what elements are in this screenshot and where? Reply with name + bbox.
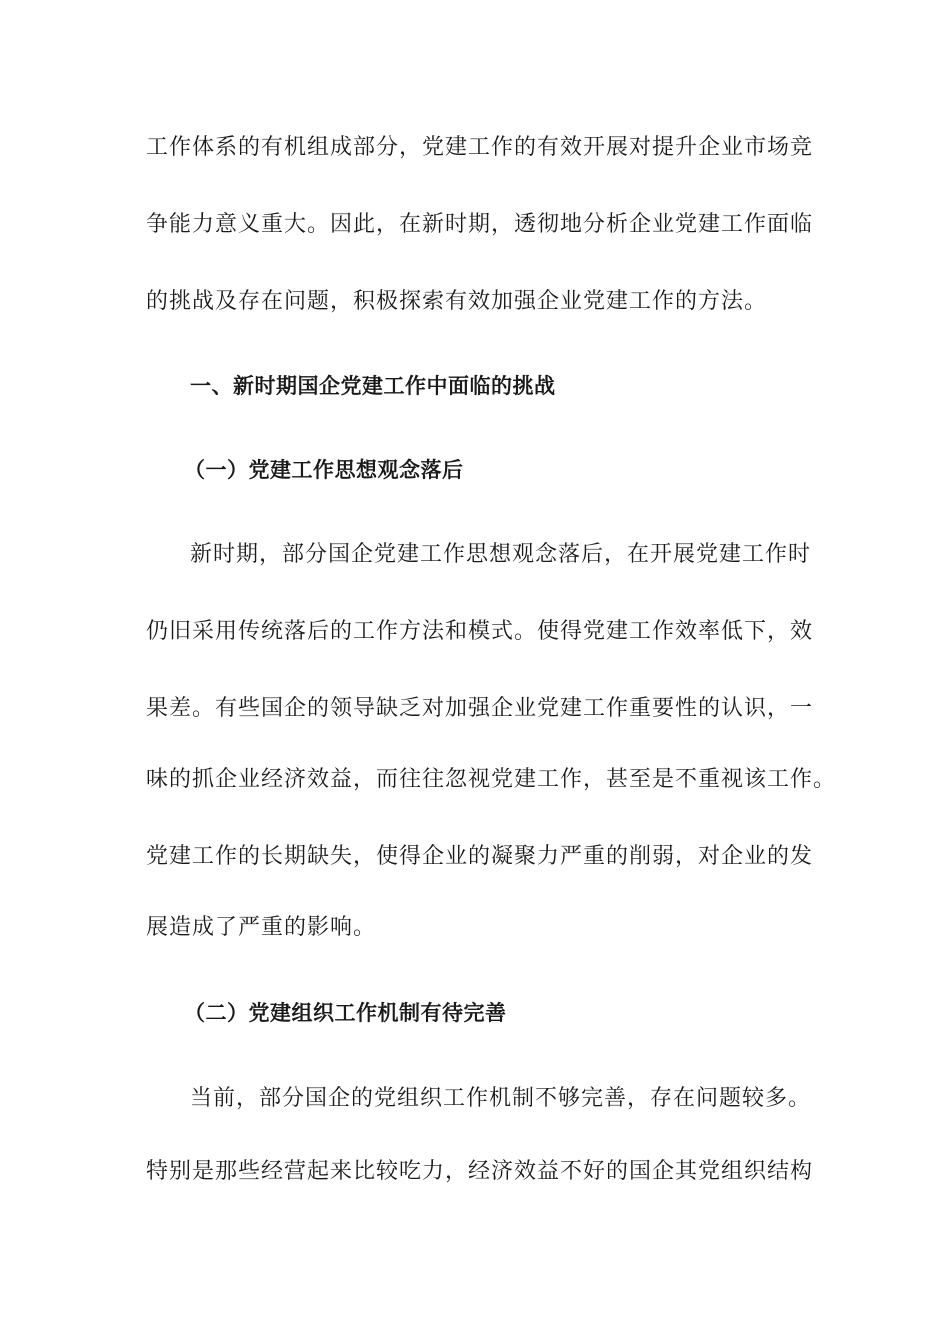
paragraph-line: 味的抓企业经济效益，而往往忽视党建工作，甚至是不重视该工作。 — [146, 767, 837, 792]
subsection-heading: （一）党建工作思想观念落后 — [184, 458, 464, 482]
paragraph-line: 特别是那些经营起来比较吃力，经济效益不好的国企其党组织结构 — [146, 1159, 814, 1184]
paragraph-line: 仍旧采用传统落后的工作方法和模式。使得党建工作效率低下，效 — [146, 619, 814, 644]
paragraph-line: 工作体系的有机组成部分，党建工作的有效开展对提升企业市场竞 — [146, 135, 814, 160]
section-heading: 一、新时期国企党建工作中面临的挑战 — [190, 374, 556, 398]
paragraph-line: 争能力意义重大。因此，在新时期，透彻地分析企业党建工作面临 — [146, 212, 814, 237]
paragraph-line: 新时期，部分国企党建工作思想观念落后，在开展党建工作时 — [190, 542, 812, 567]
paragraph-line: 的挑战及存在问题，积极探索有效加强企业党建工作的方法。 — [146, 289, 768, 314]
paragraph-line: 展造成了严重的影响。 — [146, 915, 377, 940]
paragraph-line: 当前，部分国企的党组织工作机制不够完善，存在问题较多。 — [190, 1086, 812, 1111]
paragraph-line: 党建工作的长期缺失，使得企业的凝聚力严重的削弱，对企业的发 — [146, 844, 814, 869]
paragraph-line: 果差。有些国企的领导缺乏对加强企业党建工作重要性的认识，一 — [146, 696, 814, 721]
subsection-heading: （二）党建组织工作机制有待完善 — [184, 1001, 507, 1025]
